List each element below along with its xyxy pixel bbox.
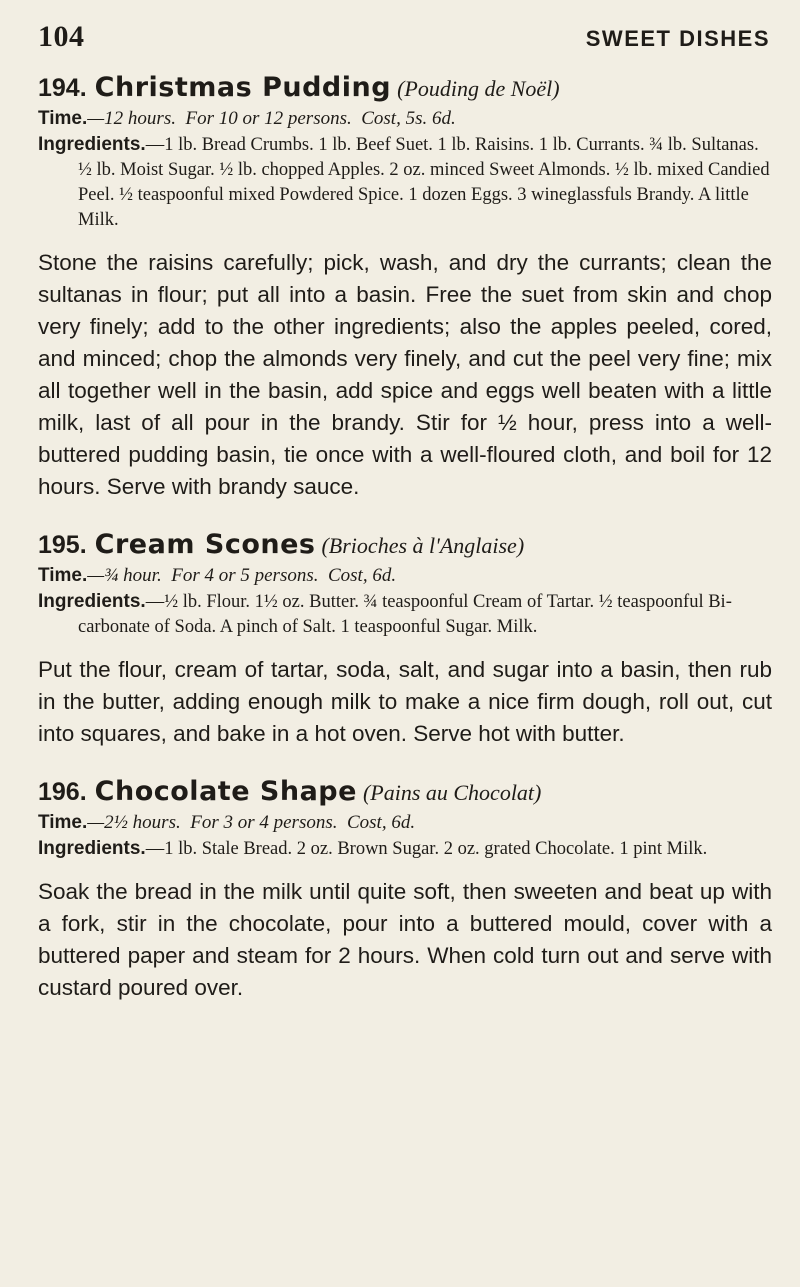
time-label: Time.	[38, 565, 88, 586]
method-text: Stone the raisins carefully; pick, wash, and dry the currants; clean the sultanas in flour; put all into a basin. Free the suet from skin and chop very finely; add to the other ingredients; also the apples peeled, cored, and minced; chop the almonds very finely, and cut the peel very fine; mix all together well in the basin, add spice and eggs well beaten with a little milk, last of all pour in the brandy. Stir for ½ hour, press into a well-buttered pudding basin, tie once with a well-floured cloth, and boil for 12 hours. Serve with brandy sauce.	[38, 250, 772, 499]
recipe-195	[38, 529, 772, 750]
recipe-meta	[38, 562, 772, 589]
running-head	[38, 20, 772, 62]
ingredients-label: Ingredients.	[38, 134, 146, 155]
recipe-title	[38, 72, 772, 105]
recipe-meta	[38, 809, 772, 836]
cost-value: Cost, 5s. 6d.	[361, 108, 456, 129]
recipe-french-name: (Pouding de Noël)	[397, 76, 560, 101]
recipe-number: 194.	[38, 74, 87, 102]
time-label: Time.	[38, 108, 88, 129]
recipe-name: Christmas Pudding	[94, 72, 392, 103]
serves-value: For 10 or 12 persons.	[185, 108, 352, 129]
time-label: Time.	[38, 812, 88, 833]
ingredients	[38, 132, 772, 233]
ingredients-text: —1 lb. Bread Crumbs. 1 lb. Beef Suet. 1 lb. Raisins. 1 lb. Currants. ¾ lb. Sultanas. ½ lb. Moist Sugar. ½ lb. chopped Apples. 2 oz. minced Sweet Almonds. ½ lb. mixed Candied Peel. ½ teaspoonful mixed Powdered Spice. 1 dozen Eggs. 3 wineglassfuls Brandy. A little Milk.	[78, 135, 770, 230]
time-value: —2½ hours.	[87, 812, 181, 833]
cost-value: Cost, 6d.	[346, 812, 416, 833]
ingredients	[38, 589, 772, 640]
recipe-french-name: (Brioches à l'Anglaise)	[321, 533, 525, 558]
cost-value: Cost, 6d.	[327, 565, 397, 586]
recipe-name: Cream Scones	[94, 529, 316, 560]
recipe-number: 195.	[38, 531, 87, 559]
serves-value: For 4 or 5 persons.	[171, 565, 319, 586]
recipe-title	[38, 529, 772, 562]
ingredients-label: Ingredients.	[38, 591, 146, 612]
recipe-title	[38, 776, 772, 809]
recipe-name: Chocolate Shape	[94, 776, 357, 807]
ingredients-text: —1 lb. Stale Bread. 2 oz. Brown Sugar. 2 oz. grated Chocolate. 1 pint Milk.	[145, 839, 708, 859]
ingredients-text: —½ lb. Flour. 1½ oz. Butter. ¾ teaspoonful Cream of Tartar. ½ teaspoonful Bi-carbonate of Soda. A pinch of Salt. 1 teaspoonful Sugar. Milk.	[78, 592, 732, 637]
page-number: 104	[38, 20, 85, 53]
recipe-meta	[38, 105, 772, 132]
recipe-french-name: (Pains au Chocolat)	[362, 780, 542, 805]
ingredients-label: Ingredients.	[38, 838, 146, 859]
ingredients	[38, 836, 772, 862]
time-value: —12 hours.	[87, 108, 176, 129]
time-value: —¾ hour.	[87, 565, 162, 586]
section-title: SWEET DISHES	[585, 26, 770, 51]
recipe-194	[38, 72, 772, 503]
method-text: Put the flour, cream of tartar, soda, salt, and sugar into a basin, then rub in the butter, adding enough milk to make a nice firm dough, roll out, cut into squares, and bake in a hot oven. Serve hot with butter.	[38, 657, 772, 746]
method-text: Soak the bread in the milk until quite soft, then sweeten and beat up with a fork, stir in the chocolate, pour into a buttered mould, cover with a buttered paper and steam for 2 hours. When cold turn out and serve with custard poured over.	[38, 879, 772, 1000]
serves-value: For 3 or 4 persons.	[190, 812, 338, 833]
recipe-number: 196.	[38, 778, 87, 806]
recipe-196	[38, 776, 772, 1004]
